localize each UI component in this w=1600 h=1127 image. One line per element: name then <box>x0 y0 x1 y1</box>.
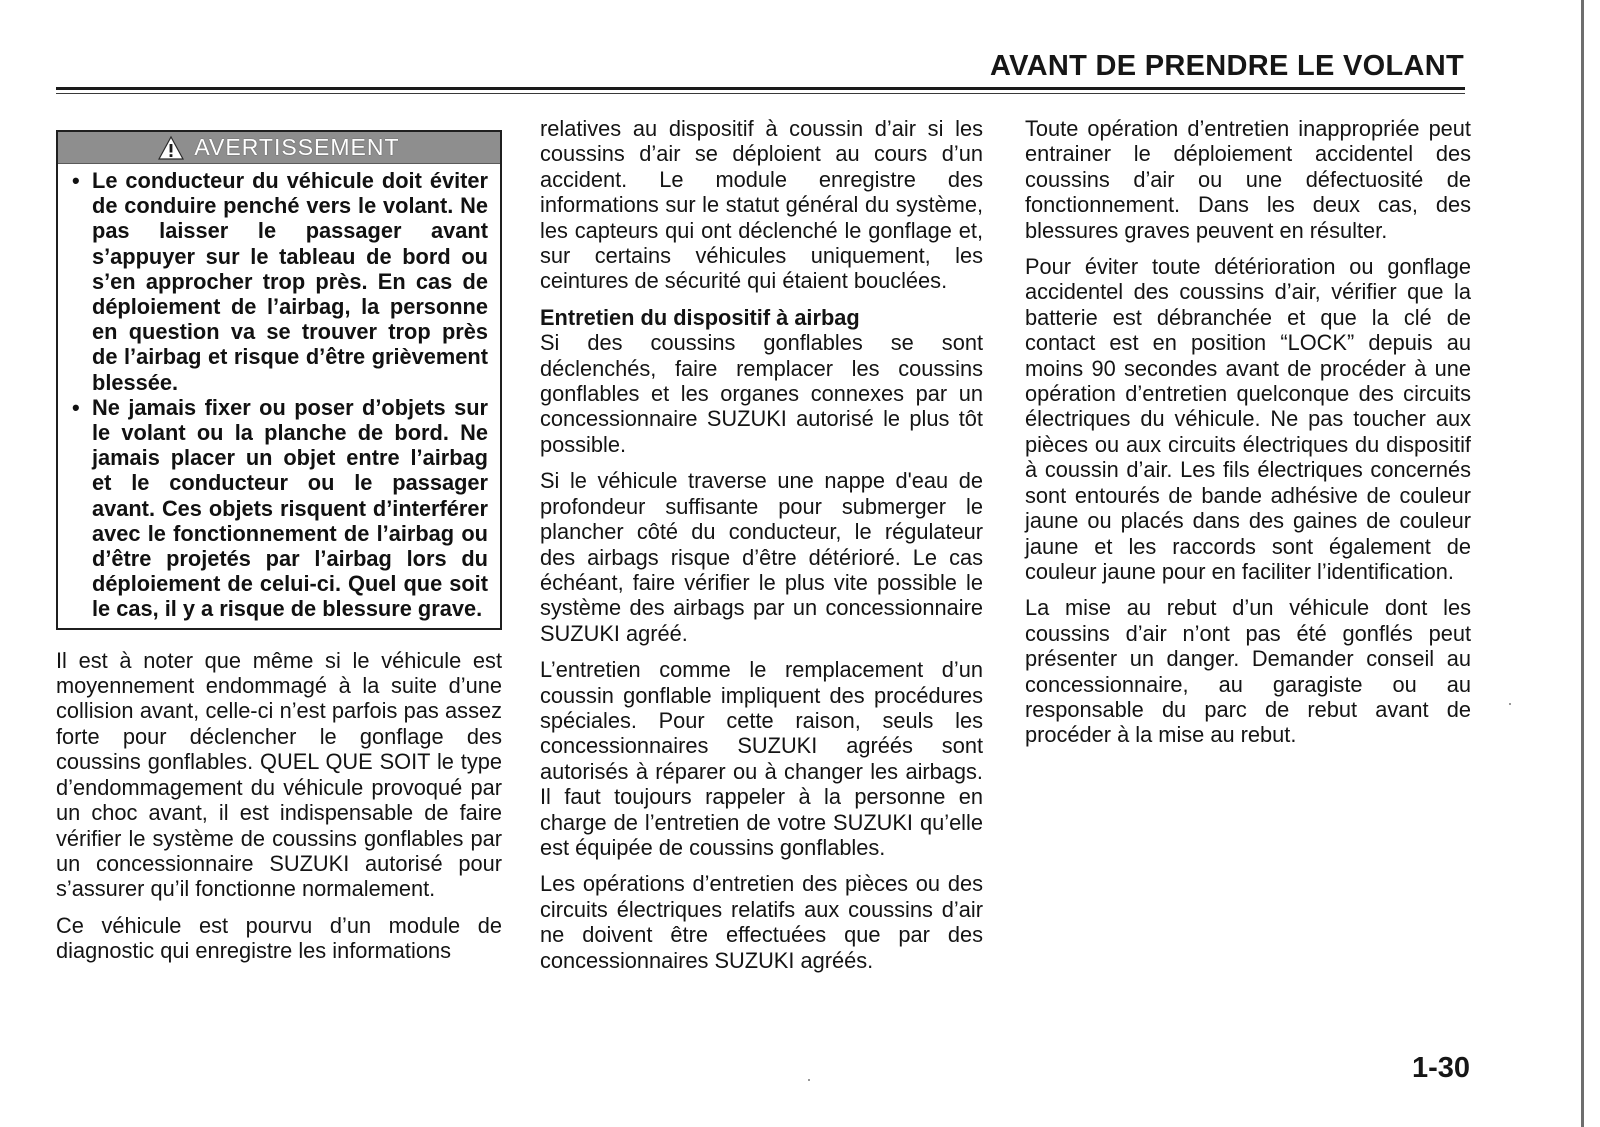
paragraph: L’entretien comme le remplacement d’un coussin gonflable impliquent des procédures spéciales. Pour cette raison, seuls les concessionnaires SUZUKI agréés sont autorisés à réparer ou à changer les airbags. Il faut toujours rappeler à la personne en charge de l’entretien de votre SUZUKI qu’elle est équipée de coussins gonflables. <box>540 657 983 860</box>
page-edge-line <box>1581 0 1584 1127</box>
warning-box <box>56 130 502 630</box>
section-heading: Entretien du dispositif à airbag <box>540 304 860 330</box>
paragraph: Pour éviter toute détérioration ou gonflage accidentel des coussins d’air, vérifier que la batterie est débranchée et que la clé de contact est en position “LOCK” depuis au moins 90 secondes avant de procéder à une opération d’entretien quelconque des circuits électriques du véhicule. Ne pas toucher aux pièces ou aux circuits électriques du dispositif à coussin d’air. Les fils électriques concernés sont entourés de bande adhésive de couleur jaune ou placés dans des gaines de couleur jaune et les raccords sont également de couleur jaune pour en faciliter l’identification. <box>1025 254 1471 584</box>
header-rule <box>56 87 1465 94</box>
warning-list <box>58 164 500 628</box>
paragraph: Les opérations d’entretien des pièces ou des circuits électriques relatifs aux coussins d’air ne doivent être effectuées que par des concessionnaires SUZUKI agréés. <box>540 871 983 973</box>
page-speck <box>808 1079 810 1081</box>
bullet-icon: • <box>72 168 80 193</box>
warning-item-text: Ne jamais fixer ou poser d’objets sur le volant ou la planche de bord. Ne jamais placer un objet entre l’airbag et le conducteur ou le passager avant. Ces objets risquent d’interférer avec le fonctionnement de l’airbag ou d’être projetés par l’airbag lors du déploiement de celui-ci. Quel que soit le cas, il y a risque de blessure grave. <box>92 394 488 622</box>
warning-item <box>66 395 488 622</box>
warning-triangle-icon <box>158 135 184 161</box>
paragraph: La mise au rebut d’un véhicule dont les coussins d’air n’ont pas été gonflés peut présenter un danger. Demander conseil au concessionnaire, au garagiste ou au responsable du parc de rebut avant de procéder à la mise au rebut. <box>1025 595 1471 748</box>
bullet-icon: • <box>72 394 80 420</box>
paragraph: Si le véhicule traverse une nappe d'eau de profondeur suffisante pour submerger le plancher côté du conducteur, le régulateur des airbags risque d’être détérioré. Le cas échéant, faire vérifier le plus vite possible le système des airbags par un concessionnaire SUZUKI agréé. <box>540 468 983 646</box>
page-speck <box>1509 703 1511 705</box>
warning-item <box>66 168 488 395</box>
warning-header <box>58 132 500 164</box>
paragraph: Si des coussins gonflables se sont déclenchés, faire remplacer les coussins gonflables et les organes connexes par un concessionnaire SUZUKI autorisé le plus tôt possible. <box>540 330 983 457</box>
paragraph: Toute opération d’entretien inappropriée peut entrainer le déploiement accidentel des coussins d’air ou une défectuosité de fonctionnement. Dans les deux cas, des blessures graves peuvent en résulter. <box>1025 116 1471 243</box>
page-number: 1-30 <box>1411 1052 1470 1084</box>
column-middle <box>540 116 983 984</box>
column-left <box>56 120 502 975</box>
warning-title: AVERTISSEMENT <box>194 133 400 160</box>
column-right <box>1025 116 1471 759</box>
paragraph: relatives au dispositif à coussin d’air si les coussins d’air se déploient au cours d’un accident. Le module enregistre des informations sur le statut général du système, les capteurs qui ont déclenché le gonflage et, sur certains véhicules uniquement, les ceintures de sécurité qui étaient bouclées. <box>540 116 983 294</box>
paragraph: Ce véhicule est pourvu d’un module de diagnostic qui enregistre les informations <box>56 912 502 964</box>
warning-item-text: Le conducteur du véhicule doit éviter de conduire penché vers le volant. Ne pas laisser le passager avant s’appuyer sur le tableau de bord ou s’en approcher trop près. En cas de déploiement de l’airbag, la personne en question va se trouver trop près de l’airbag et risque d’être grièvement blessée. <box>92 168 488 395</box>
page-header-title: AVANT DE PRENDRE LE VOLANT <box>990 50 1464 82</box>
paragraph: Il est à noter que même si le véhicule est moyennement endommagé à la suite d’une collision avant, celle-ci n’est parfois pas assez forte pour déclencher le gonflage des coussins gonflables. QUEL QUE SOIT le type d’endommagement du véhicule provoqué par un choc avant, il est indispensable de faire vérifier le système de coussins gonflables par un concessionnaire SUZUKI autorisé pour s’assurer qu’il fonctionne normalement. <box>56 647 502 902</box>
